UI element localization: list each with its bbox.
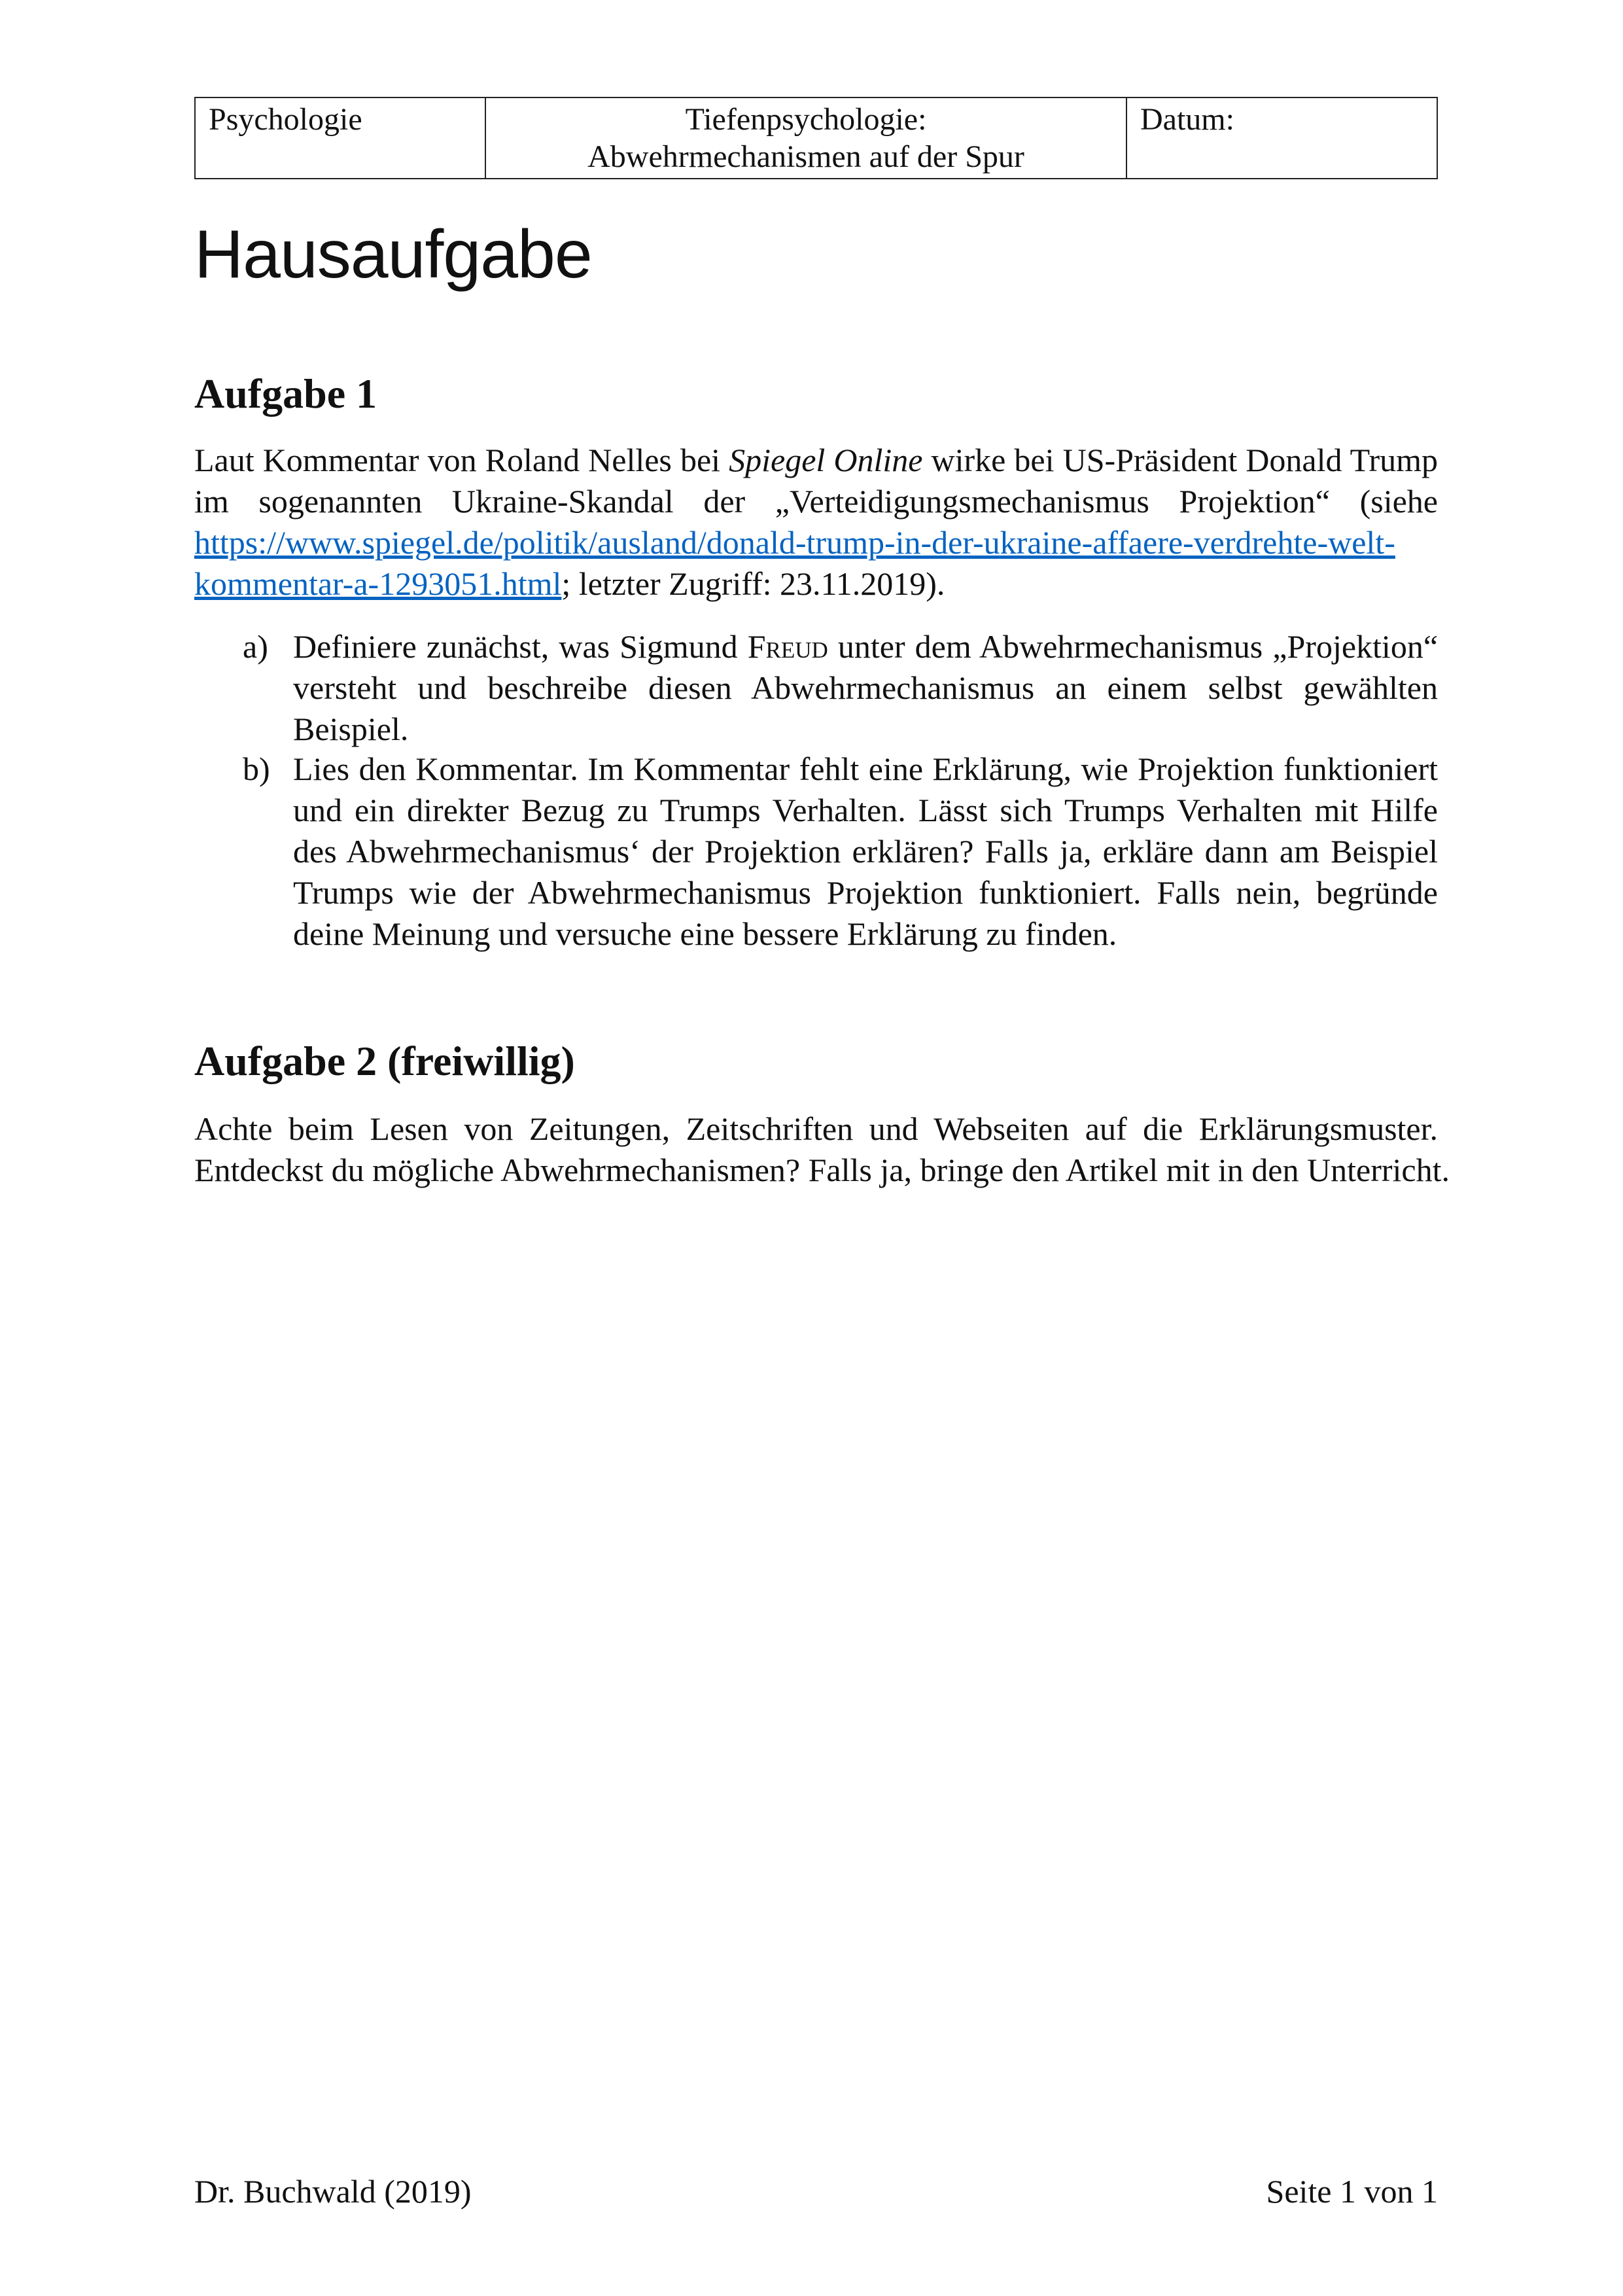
intro-line-1 <box>194 440 1438 481</box>
item-b-line-5: deine Meinung und versuche eine bessere Erklärung zu finden. <box>293 915 1117 952</box>
intro-line-4 <box>194 563 1438 605</box>
header-subject: Psychologie <box>195 97 485 179</box>
item-a-label: a) <box>243 628 268 665</box>
intro-line-3 <box>194 522 1438 563</box>
article-link[interactable]: https://www.spiegel.de/politik/ausland/donald-trump-in-der-ukraine-affaere-verdrehte-welt- <box>194 524 1395 561</box>
aufgabe2-line-1: Achte beim Lesen von Zeitungen, Zeitschriften und Webseiten auf die Erklärungsmuster. <box>194 1110 1438 1147</box>
item-a-line-1 <box>293 626 1438 667</box>
item-text: Definiere zunächst, was Sigmund <box>293 628 748 665</box>
item-a-line-3: Beispiel. <box>293 711 409 747</box>
intro-line-2: im sogenannten Ukraine-Skandal der „Verteidigungsmechanismus Projektion“ (siehe <box>194 483 1438 520</box>
item-text: unter dem Abwehrmechanismus „Projektion“ <box>828 628 1439 665</box>
item-b-line-3: des Abwehrmechanismus‘ der Projektion erklären? Falls ja, erkläre dann am Beispiel <box>293 833 1438 870</box>
source-name: Spiegel Online <box>729 442 923 478</box>
intro-text: wirke bei US-Präsident Donald Trump <box>922 442 1438 478</box>
item-b-label: b) <box>243 751 270 787</box>
header-table <box>194 97 1438 179</box>
header-topic-line1: Tiefenpsychologie: <box>685 102 927 137</box>
item-a-line-2: versteht und beschreibe diesen Abwehrmechanismus an einem selbst gewählten <box>293 669 1438 706</box>
header-topic-line2: Abwehrmechanismen auf der Spur <box>587 139 1024 174</box>
article-link-cont[interactable]: kommentar-a-1293051.html <box>194 565 562 602</box>
item-b-line-4: Trumps wie der Abwehrmechanismus Projektion funktioniert. Falls nein, begründe <box>293 874 1438 911</box>
footer-page-number: Seite 1 von 1 <box>1266 2173 1438 2210</box>
page-title: Hausaufgabe <box>194 217 592 292</box>
item-b-line-1: Lies den Kommentar. Im Kommentar fehlt eine Erklärung, wie Projektion funktioniert <box>293 751 1438 787</box>
access-date: ; letzter Zugriff: 23.11.2019). <box>561 565 945 602</box>
aufgabe2-line-2: Entdeckst du mögliche Abwehrmechanismen? Falls ja, bringe den Artikel mit in den Unterricht. <box>194 1152 1450 1188</box>
header-date-label: Datum: <box>1126 97 1437 179</box>
header-topic <box>485 97 1126 179</box>
intro-text: Laut Kommentar von Roland Nelles bei <box>194 442 729 478</box>
footer-author: Dr. Buchwald (2019) <box>194 2173 472 2210</box>
aufgabe2-heading: Aufgabe 2 (freiwillig) <box>194 1038 575 1084</box>
item-b-line-2: und ein direkter Bezug zu Trumps Verhalten. Lässt sich Trumps Verhalten mit Hilfe <box>293 792 1438 828</box>
freud-name: Freud <box>747 628 828 665</box>
aufgabe1-heading: Aufgabe 1 <box>194 370 377 417</box>
